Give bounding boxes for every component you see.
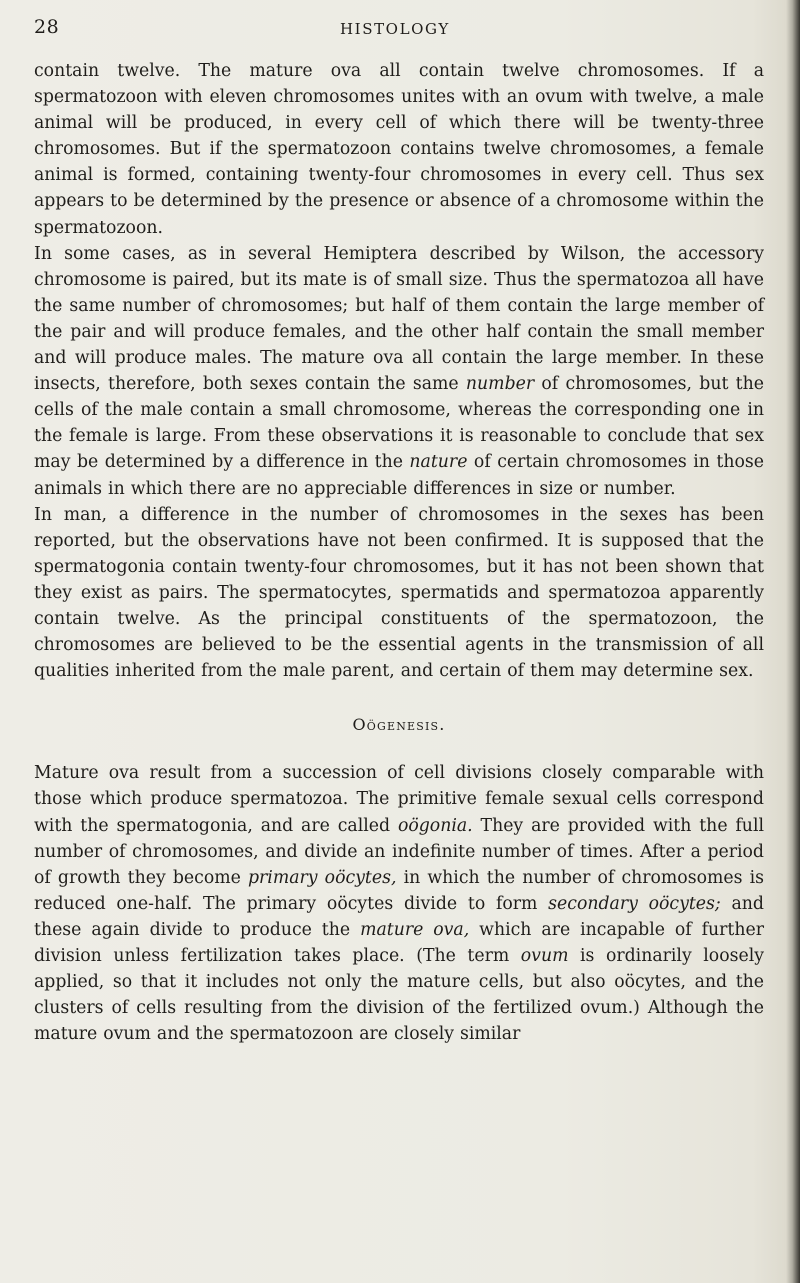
paragraph-text: of chromosomes, but the cells of the male contain a small chromosome, whereas the corresponding one in the female is large. From these observations it is reasonable to conclude that sex may be determined by a difference in the xyxy=(34,374,764,473)
paragraph-man: In man, a difference in the number of chromosomes in the sexes has been reported, but the observations have not been confirmed. It is supposed that the spermatogonia contain twenty-four chromosomes, but it has not been shown that they exist as pairs. The spermatocytes, spermatids and spermatozoa apparently contain twelve. As the principal constituents of the spermatozoon, the chromosomes are believed to be the essential agents in the transmission of all qualities inherited from the male parent, and certain of them may determine sex. xyxy=(34,504,764,682)
body-text xyxy=(34,58,764,1047)
emphasis-nature: nature xyxy=(409,452,468,473)
paragraph-text: In some cases, as in several Hemiptera described by Wilson, the accessory chromosome is paired, but its mate is of small size. Thus the spermatozoa all have the same number of chromosomes; but half of them contain the large member of the pair and will produce females, and the other half contain the small member and will produce males. The mature ova all contain the large member. In these insects, therefore, both sexes contain the same xyxy=(34,243,764,395)
paragraph-text: of certain chromosomes in those animals in which there are no appreciable differences in size or number. xyxy=(34,452,764,499)
paragraph-text: is ordinarily loosely applied, so that it includes not only the mature cells, but also oöcytes, and the clusters of cells resulting from the division of the fertilized ovum.) Although the mature ovum and the spermatozoon are closely similar xyxy=(34,946,764,1045)
emphasis-number: number xyxy=(465,374,535,395)
paragraph-text: They are provided with the full number of chromosomes, and divide an indefinite number of times. After a period of growth they become xyxy=(34,815,764,888)
emphasis-ovum: ovum xyxy=(520,946,569,966)
emphasis-secondary-oocytes: secondary oöcytes; xyxy=(548,893,721,914)
emphasis-oogonia: oögonia. xyxy=(397,815,473,836)
paragraph-chromosome-count: contain twelve. The mature ova all contain twelve chromosomes. If a spermatozoon with eleven chromosomes unites with an ovum with twelve, a male animal will be produced, in every cell of which there will be twenty-three chromosomes. But if the spermatozoon contains twelve chromosomes, a female animal is formed, containing twenty-four chromosomes in every cell. Thus sex appears to be determined by the presence or absence of a chromosome within the spermatozoon. xyxy=(34,61,764,238)
running-head: HISTOLOGY xyxy=(340,20,450,38)
paragraph-text: which are incapable of further division unless fertilization takes place. (The term xyxy=(34,919,764,966)
emphasis-primary-oocytes: primary oöcytes, xyxy=(247,867,397,888)
paragraph-text: Mature ova result from a succession of cell divisions closely comparable with those which produce spermatozoa. The primitive female sexual cells correspond with the spermatogonia, and are called xyxy=(34,763,764,836)
paragraph-oogenesis xyxy=(34,760,764,1047)
paragraph-text: in which the number of chromosomes is reduced one-half. The primary oöcytes divide to form xyxy=(34,867,764,914)
section-heading-oogenesis: Oögenesis. xyxy=(352,715,446,735)
page-edge-shadow xyxy=(786,0,800,1283)
paragraph-text: and these again divide to produce the xyxy=(34,893,764,940)
page-header xyxy=(0,16,800,52)
paragraph-hemiptera xyxy=(34,241,764,502)
page-number: 28 xyxy=(34,16,60,38)
emphasis-mature-ova: mature ova, xyxy=(360,919,470,940)
